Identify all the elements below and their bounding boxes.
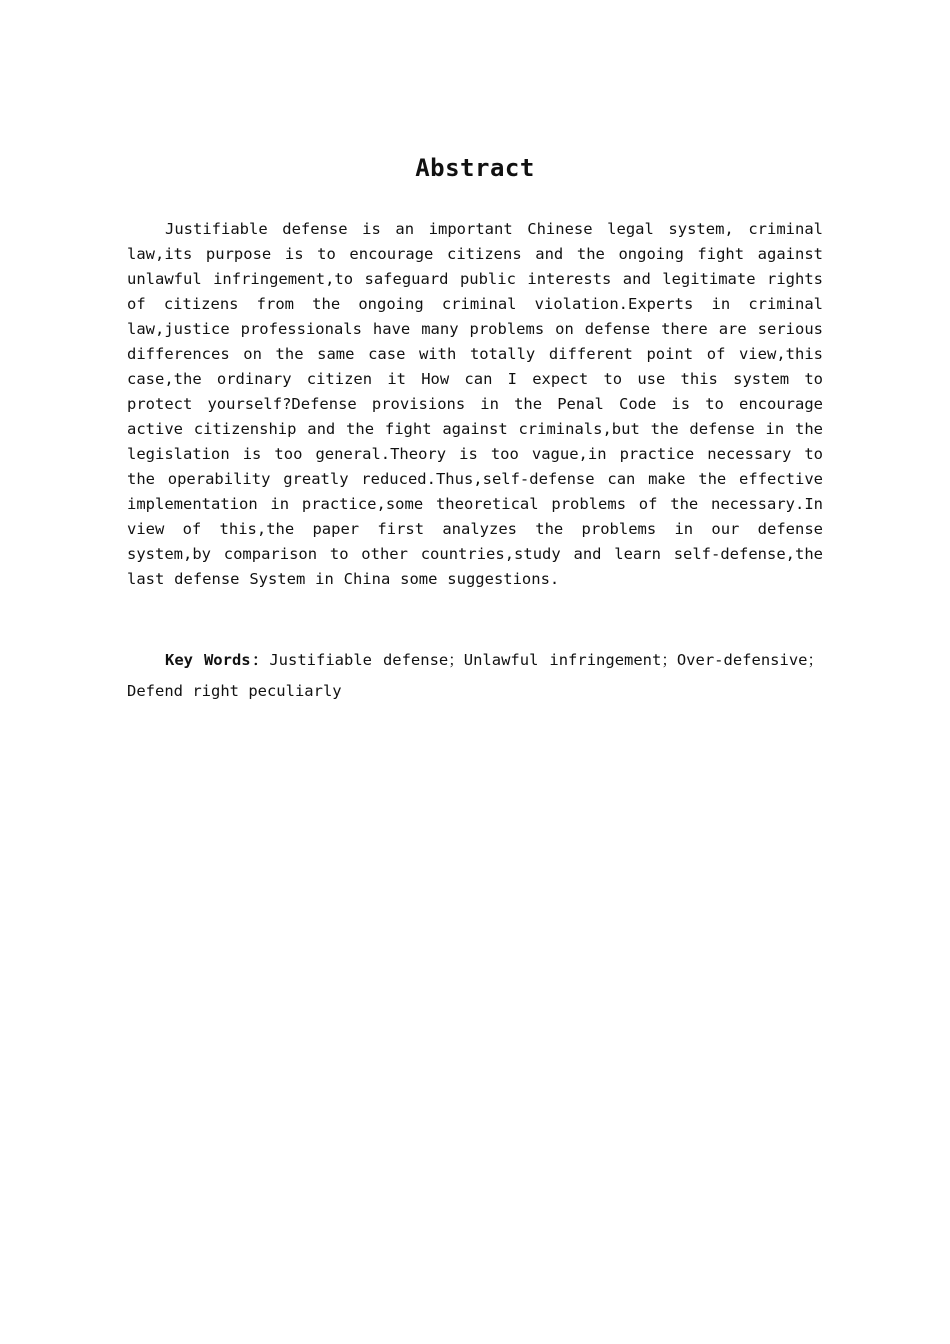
abstract-body: Justifiable defense is an important Chinese legal system, criminal law,its purpose is to encourage citizens and the ongoing fight against unlawful infringement,to safeguard public interests and legitimate rights of citizens from the ongoing criminal violation.Experts in criminal law,justice professionals have many problems on defense there are serious differences on the same case with totally different point of view,this case,the ordinary citizen it How can I expect to use this system to protect yourself?Defense provisions in the Penal Code is to encourage active citizenship and the fight against criminals,but the defense in the legislation is too general.Theory is too vague,in practice necessary to the operability greatly reduced.Thus,self-defense can make the effective implementation in practice,some theoretical problems of the necessary.In view of this,the paper first analyzes the problems in our defense system,by comparison to other countries,study and learn self-defense,the last defense System in China some suggestions. <box>127 220 823 588</box>
keywords-line <box>127 645 823 707</box>
abstract-title: Abstract <box>415 154 535 183</box>
keywords-list: Justifiable defense；Unlawful infringement；Over-defensive；Defend right peculiarly <box>127 651 823 700</box>
keywords-label: Key Words： <box>165 651 270 669</box>
